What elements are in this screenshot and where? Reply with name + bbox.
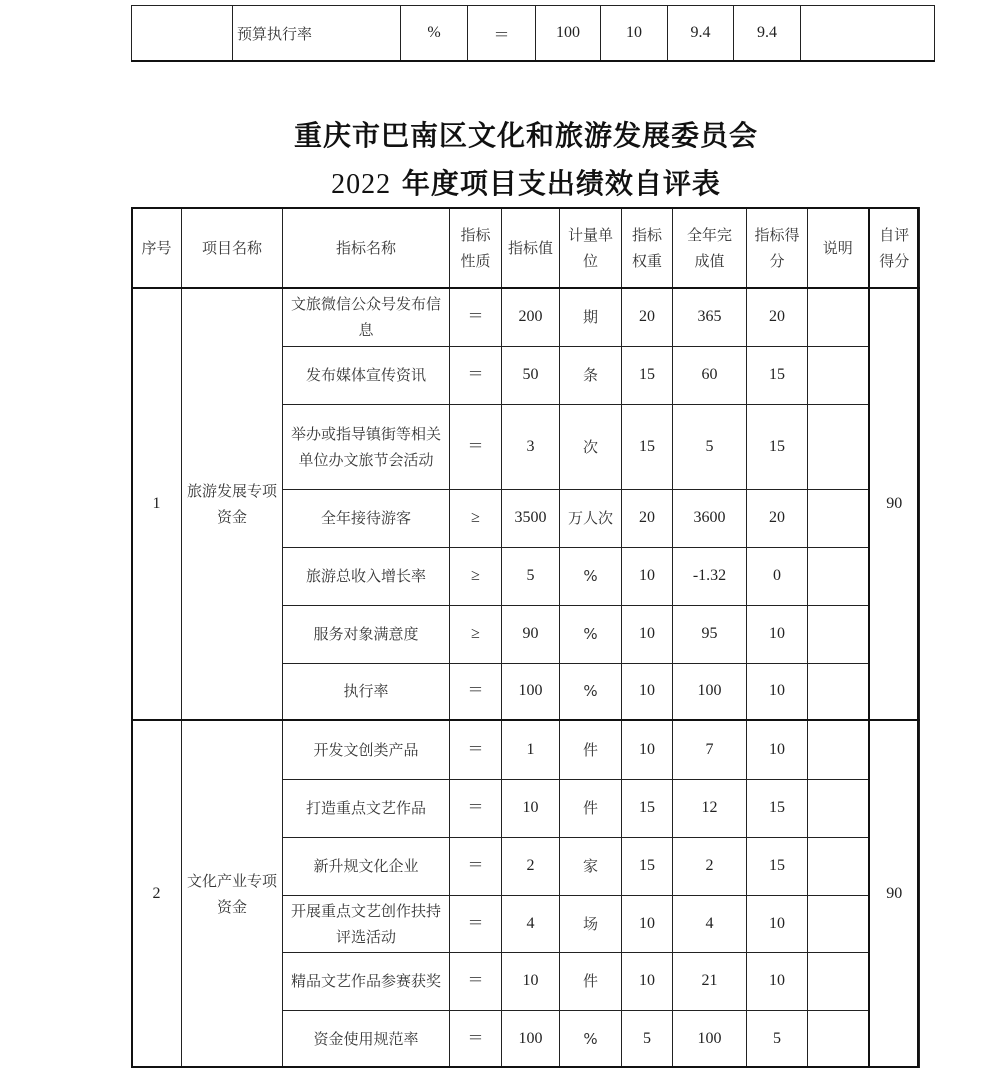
previous-table-fragment <box>131 5 935 62</box>
note-cell <box>808 288 869 346</box>
header-note: 说明 <box>808 208 869 289</box>
project-name: 文化产业专项资金 <box>182 720 283 1067</box>
actual-cell: 21 <box>673 952 747 1010</box>
actual-cell: -1.32 <box>673 547 747 605</box>
header-row <box>132 208 920 289</box>
nature-cell: ＝ <box>450 895 502 952</box>
score-cell: 5 <box>747 1010 808 1067</box>
actual-cell: 100 <box>673 1010 747 1067</box>
unit-cell: 次 <box>560 404 622 489</box>
unit-cell: 期 <box>560 288 622 346</box>
indicator-cell: 开发文创类产品 <box>283 720 450 779</box>
note-cell <box>808 779 869 837</box>
indicator-cell: 预算执行率 <box>233 6 401 62</box>
note-cell <box>808 404 869 489</box>
note-cell <box>808 895 869 952</box>
score-cell: 10 <box>747 605 808 663</box>
indicator-cell: 新升规文化企业 <box>283 837 450 895</box>
score-cell: 15 <box>747 404 808 489</box>
indicator-cell: 文旅微信公众号发布信息 <box>283 288 450 346</box>
target-cell: 4 <box>502 895 560 952</box>
target-cell: 100 <box>536 6 601 62</box>
indicator-cell: 旅游总收入增长率 <box>283 547 450 605</box>
weight-cell: 10 <box>622 952 673 1010</box>
target-cell: 1 <box>502 720 560 779</box>
actual-cell: 7 <box>673 720 747 779</box>
actual-cell: 100 <box>673 663 747 720</box>
unit-cell: 家 <box>560 837 622 895</box>
nature-cell: ＝ <box>450 346 502 404</box>
weight-cell: 5 <box>622 1010 673 1067</box>
weight-cell: 10 <box>622 547 673 605</box>
unit-cell: 件 <box>560 779 622 837</box>
nature-cell: ＝ <box>450 779 502 837</box>
project-seq: 2 <box>132 720 182 1067</box>
indicator-cell: 发布媒体宣传资讯 <box>283 346 450 404</box>
target-cell: 100 <box>502 1010 560 1067</box>
header-target: 指标值 <box>502 208 560 289</box>
project-name: 旅游发展专项资金 <box>182 288 283 720</box>
unit-cell: % <box>560 605 622 663</box>
indicator-cell: 全年接待游客 <box>283 489 450 547</box>
table-row <box>132 6 935 62</box>
note-cell <box>808 605 869 663</box>
score-cell: 15 <box>747 346 808 404</box>
note-cell <box>808 837 869 895</box>
nature-cell: ≥ <box>450 605 502 663</box>
unit-cell: 条 <box>560 346 622 404</box>
page-title: 重庆市巴南区文化和旅游发展委员会 <box>293 119 758 152</box>
project-seq: 1 <box>132 288 182 720</box>
unit-cell: 件 <box>560 720 622 779</box>
target-cell: 2 <box>502 837 560 895</box>
target-cell: 200 <box>502 288 560 346</box>
nature-cell: ＝ <box>450 404 502 489</box>
target-cell: 3 <box>502 404 560 489</box>
target-cell: 3500 <box>502 489 560 547</box>
header-project: 项目名称 <box>182 208 283 289</box>
indicator-cell: 打造重点文艺作品 <box>283 779 450 837</box>
actual-cell: 95 <box>673 605 747 663</box>
score-cell: 9.4 <box>734 6 801 62</box>
indicator-cell: 举办或指导镇街等相关单位办文旅节会活动 <box>283 404 450 489</box>
header-nature: 指标性质 <box>450 208 502 289</box>
nature-cell: ≥ <box>450 489 502 547</box>
score-cell: 20 <box>747 288 808 346</box>
actual-cell: 9.4 <box>668 6 734 62</box>
note-cell <box>808 1010 869 1067</box>
nature-cell: ＝ <box>450 952 502 1010</box>
header-indicator: 指标名称 <box>283 208 450 289</box>
header-seq: 序号 <box>132 208 182 289</box>
header-self-score: 自评得分 <box>869 208 920 289</box>
unit-cell: % <box>560 663 622 720</box>
project-self-score: 90 <box>869 288 920 720</box>
nature-cell: ＝ <box>450 663 502 720</box>
page-subtitle <box>0 162 1000 202</box>
weight-cell: 15 <box>622 346 673 404</box>
indicator-cell: 精品文艺作品参赛获奖 <box>283 952 450 1010</box>
actual-cell: 12 <box>673 779 747 837</box>
note-cell <box>808 952 869 1010</box>
table-row <box>132 288 920 346</box>
unit-cell: % <box>560 547 622 605</box>
target-cell: 50 <box>502 346 560 404</box>
score-cell: 10 <box>747 720 808 779</box>
target-cell: 90 <box>502 605 560 663</box>
score-cell: 10 <box>747 663 808 720</box>
weight-cell: 10 <box>601 6 668 62</box>
evaluation-table <box>131 207 920 1068</box>
weight-cell: 10 <box>622 895 673 952</box>
indicator-cell: 服务对象满意度 <box>283 605 450 663</box>
note-cell <box>808 720 869 779</box>
indicator-cell: 执行率 <box>283 663 450 720</box>
target-cell: 10 <box>502 952 560 1010</box>
header-unit: 计量单位 <box>560 208 622 289</box>
weight-cell: 15 <box>622 404 673 489</box>
actual-cell: 365 <box>673 288 747 346</box>
target-cell: 100 <box>502 663 560 720</box>
header-weight: 指标权重 <box>622 208 673 289</box>
actual-cell: 5 <box>673 404 747 489</box>
actual-cell: 2 <box>673 837 747 895</box>
note-cell <box>808 663 869 720</box>
weight-cell: 20 <box>622 288 673 346</box>
score-cell: 0 <box>747 547 808 605</box>
score-cell: 10 <box>747 952 808 1010</box>
weight-cell: 10 <box>622 720 673 779</box>
indicator-cell: 开展重点文艺创作扶持评选活动 <box>283 895 450 952</box>
note-cell <box>808 489 869 547</box>
unit-cell: 件 <box>560 952 622 1010</box>
note-cell <box>808 547 869 605</box>
score-cell: 20 <box>747 489 808 547</box>
unit-cell: 场 <box>560 895 622 952</box>
nature-cell: ＝ <box>450 1010 502 1067</box>
actual-cell: 60 <box>673 346 747 404</box>
table-row <box>132 720 920 779</box>
subtitle-year: 2022 <box>331 169 392 200</box>
note-cell <box>808 346 869 404</box>
nature-cell: ＝ <box>468 6 536 62</box>
nature-cell: ＝ <box>450 288 502 346</box>
indicator-cell: 资金使用规范率 <box>283 1010 450 1067</box>
target-cell: 10 <box>502 779 560 837</box>
actual-cell: 3600 <box>673 489 747 547</box>
unit-cell: % <box>401 6 468 62</box>
target-cell: 5 <box>502 547 560 605</box>
unit-cell: % <box>560 1010 622 1067</box>
nature-cell: ＝ <box>450 720 502 779</box>
note-cell <box>801 6 935 62</box>
weight-cell: 15 <box>622 779 673 837</box>
weight-cell: 20 <box>622 489 673 547</box>
score-cell: 10 <box>747 895 808 952</box>
score-cell: 15 <box>747 779 808 837</box>
score-cell: 15 <box>747 837 808 895</box>
weight-cell: 10 <box>622 605 673 663</box>
weight-cell: 15 <box>622 837 673 895</box>
nature-cell: ＝ <box>450 837 502 895</box>
weight-cell: 10 <box>622 663 673 720</box>
header-actual: 全年完成值 <box>673 208 747 289</box>
seq-cell <box>132 6 233 62</box>
header-score: 指标得分 <box>747 208 808 289</box>
project-self-score: 90 <box>869 720 920 1067</box>
nature-cell: ≥ <box>450 547 502 605</box>
subtitle-text: 年度项目支出绩效自评表 <box>401 167 721 200</box>
unit-cell: 万人次 <box>560 489 622 547</box>
actual-cell: 4 <box>673 895 747 952</box>
